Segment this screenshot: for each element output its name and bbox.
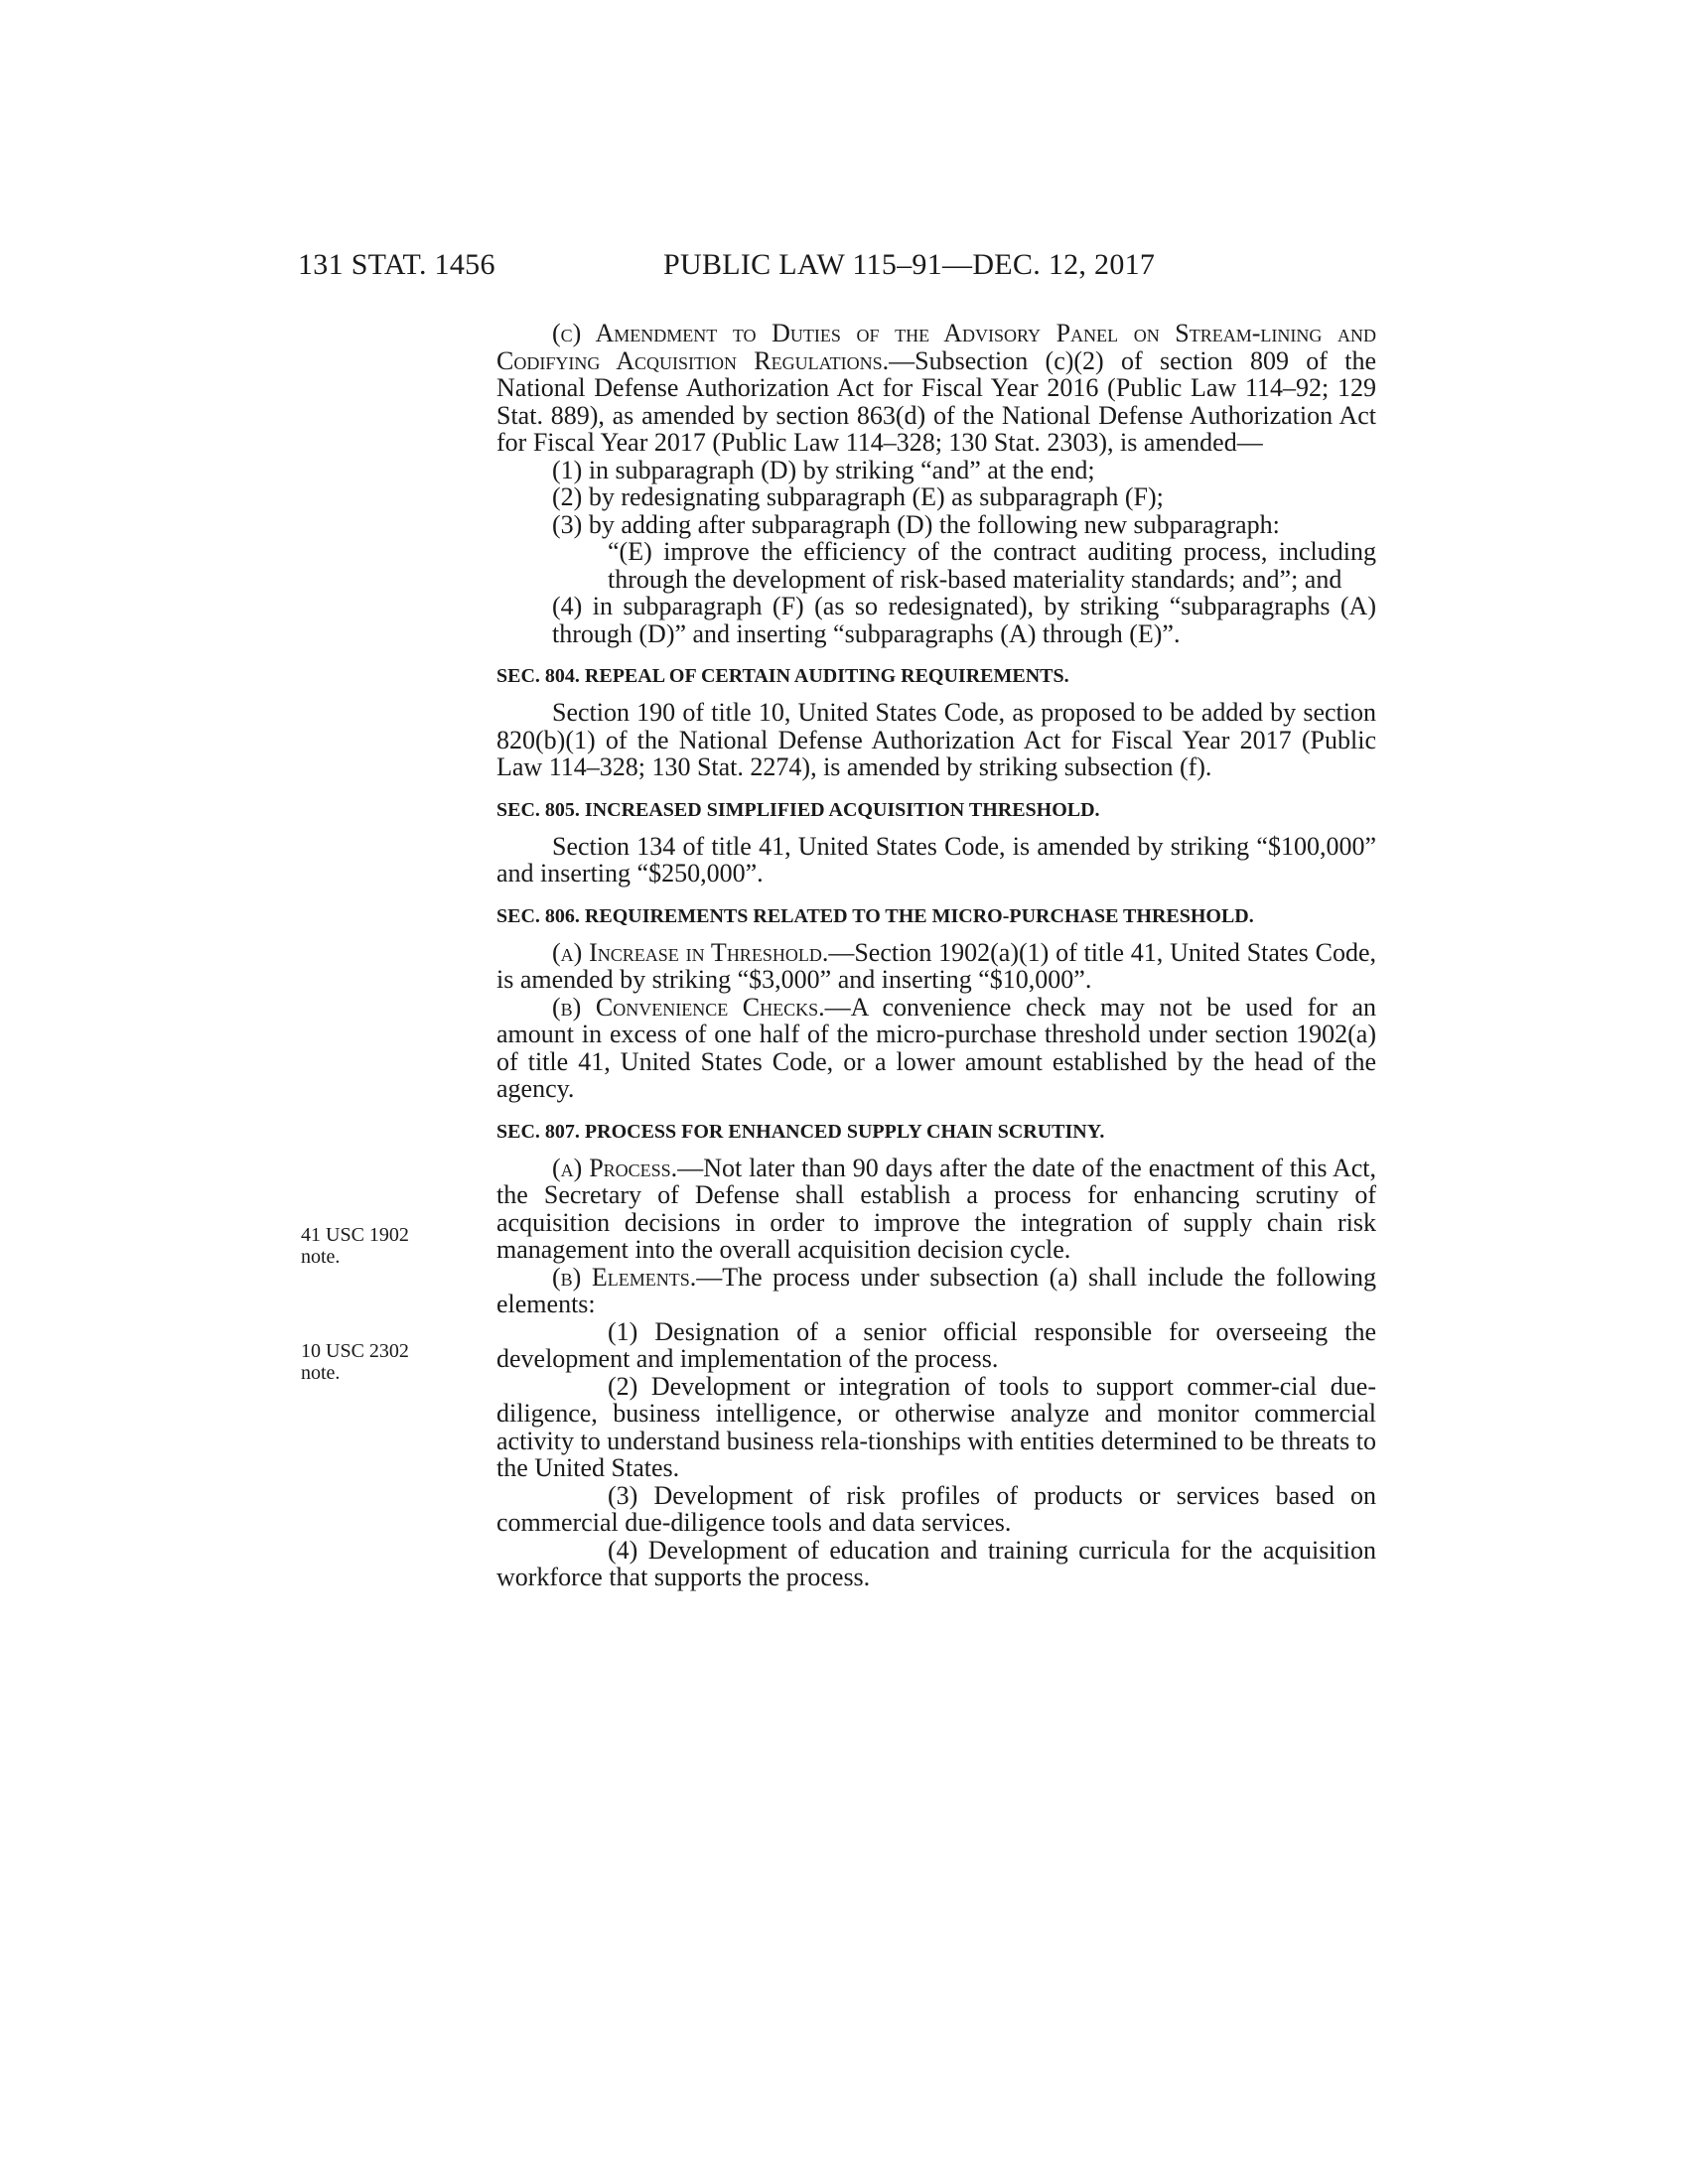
section-804-text: Section 190 of title 10, United States Code, as proposed to be added by section 820(b)(1) of the National Defense Authorization Act for Fiscal Year 2017 (Public Law 114–328; 130 Stat. 2274), is amended by striking subsection (f). [496, 698, 1376, 781]
subsection-c-text: —Subsection (c)(2) of section 809 of the National Defense Authorization Act for Fiscal Year 2016 (Public Law 114–92; 129 Stat. 889), as amended by section 863(d) of the National Defense Authorization Act for Fiscal Year 2017 (Public Law 114–328; 130 Stat. 2303), is amended— [496, 345, 1376, 457]
paragraph-c3 [496, 511, 1376, 539]
section-807-b-text: —The process under subsection (a) shall include the following elements: [496, 1262, 1377, 1318]
section-807-b2: (2) Development or integration of tools to support commer-cial due-diligence, business intelligence, or otherwise analyze and monitor commercial activity to understand business rela-tionships with entities determined to be threats to the United States. [496, 1371, 1376, 1482]
paragraph-c2 [496, 483, 1376, 511]
section-807-b-label: (b) Elements. [552, 1262, 697, 1292]
section-806-a-text: —Section 1902(a)(1) of title 41, United States Code, is amended by striking “$3,000” and inserting “$10,000”. [496, 937, 1376, 994]
paragraph-c3-text: (3) by adding after subparagraph (D) the following new subparagraph: [552, 509, 1280, 539]
section-807-b [496, 1264, 1376, 1318]
section-806-heading: SEC. 806. REQUIREMENTS RELATED TO THE MICRO-PURCHASE THRESHOLD. [496, 904, 1254, 927]
margin-note-line: note. [301, 1362, 341, 1384]
section-807-heading: SEC. 807. PROCESS FOR ENHANCED SUPPLY CHAIN SCRUTINY. [496, 1120, 1105, 1143]
margin-note-41usc [301, 1224, 450, 1268]
section-806-b-label: (b) Convenience Checks. [552, 992, 825, 1022]
section-806-b [496, 994, 1376, 1103]
body-text [496, 320, 1376, 1591]
section-807-b1: (1) Designation of a senior official responsible for overseeing the development and implementation of the process. [496, 1316, 1376, 1373]
section-806-a [496, 939, 1376, 994]
section-805-heading: SEC. 805. INCREASED SIMPLIFIED ACQUISITION THRESHOLD. [496, 798, 1100, 821]
margin-note-10usc [301, 1340, 450, 1384]
paragraph-c4-text: (4) in subparagraph (F) (as so redesignated), by striking “subparagraphs (A) through (D)” and inserting “subparagraphs (A) through (E)”. [552, 592, 1376, 648]
public-law-header: PUBLIC LAW 115–91—DEC. 12, 2017 [663, 248, 1156, 281]
section-806-b-text: —A convenience check may not be used for an amount in excess of one half of the micro-purchase threshold under section 1902(a) of title 41, United States Code, or a lower amount established by the head of the agency. [496, 992, 1376, 1103]
subsection-c-heading: (c) Amendment to Duties of the Advisory Panel on Stream-lining and Codifying Acquisition Regulations. [496, 319, 1376, 375]
statute-page-number: 131 STAT. 1456 [298, 248, 495, 281]
paragraph-c2-text: (2) by redesignating subparagraph (E) as subparagraph (F); [552, 482, 1164, 511]
margin-note-line: 10 USC 2302 [301, 1340, 409, 1362]
margin-note-line: 41 USC 1902 [301, 1224, 409, 1246]
section-806-a-label: (a) Increase in Threshold. [552, 937, 829, 967]
quoted-subparagraph-e: “(E) improve the efficiency of the contract auditing process, including through the development of risk-based materiality standards; and”; and [608, 537, 1376, 594]
section-804-heading: SEC. 804. REPEAL OF CERTAIN AUDITING REQUIREMENTS. [496, 665, 1069, 687]
section-807-b4: (4) Development of education and training curricula for the acquisition workforce that supports the process. [496, 1535, 1376, 1591]
paragraph-c1: (1) in subparagraph (D) by striking “and” at the end; [552, 455, 1095, 484]
section-807-b3: (3) Development of risk profiles of products or services based on commercial due-diligence tools and data services. [496, 1480, 1376, 1537]
section-807-a-label: (a) Process. [552, 1153, 678, 1182]
paragraph-c4 [496, 593, 1376, 647]
section-807-a-text: —Not later than 90 days after the date of the enactment of this Act, the Secretary of Defense shall establish a process for enhancing scrutiny of acquisition decisions in order to improve the integration of supply chain risk management into the overall acquisition decision cycle. [496, 1153, 1376, 1264]
section-807-a [496, 1155, 1376, 1264]
subsection-c [496, 320, 1376, 457]
section-805-text: Section 134 of title 41, United States Code, is amended by striking “$100,000” and inserting “$250,000”. [496, 831, 1376, 887]
margin-note-line: note. [301, 1246, 341, 1268]
